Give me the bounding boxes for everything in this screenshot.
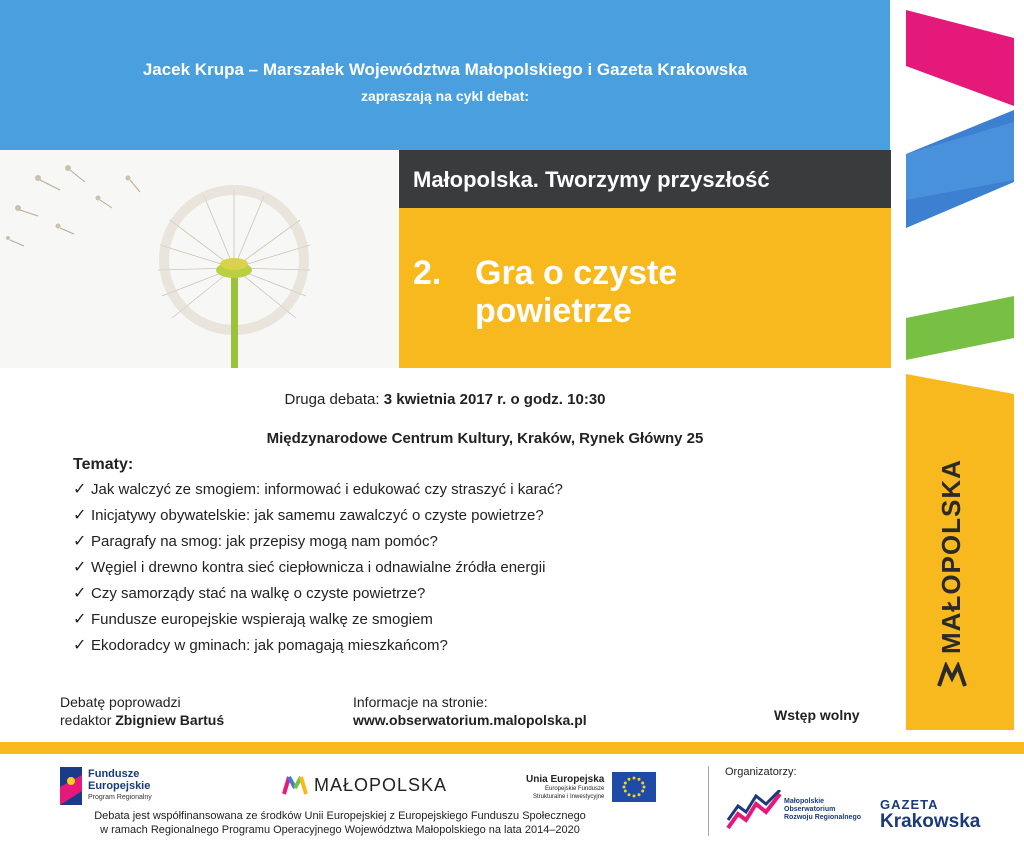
invitation-line: Jacek Krupa – Marszałek Województwa Małopolskiego i Gazeta Krakowska (142, 60, 748, 79)
ue-line3: Strukturalne i Inwestycyjne (532, 793, 605, 800)
debate-title: Gra o czyste powietrze (475, 254, 678, 330)
ue-line1: Unia Europejska (526, 773, 605, 785)
obs-line2: Obserwatorium (784, 806, 836, 813)
blue-stripe (906, 110, 1014, 228)
fe-line3: Program Regionalny (88, 794, 152, 801)
checkmark-icon: ✓ (73, 585, 87, 602)
list-item: ✓ Fundusze europejskie wspierają walkę ze smogiem (73, 607, 563, 633)
debate-venue: Międzynarodowe Centrum Kultury, Kraków, Rynek Główny 25 (266, 430, 704, 447)
topics-header: Tematy: (73, 456, 134, 473)
debate-title-box (399, 208, 891, 368)
organizers-label: Organizatorzy: (725, 766, 797, 778)
krakowska-word: Krakowska (880, 811, 981, 832)
malopolska-footer-logo (282, 774, 447, 796)
obs-line1: Małopolskie (784, 798, 825, 805)
series-title: Małopolska. Tworzymy przyszłość (413, 167, 770, 192)
header-band (0, 0, 890, 150)
obs-line3: Rozwoju Regionalnego (784, 814, 861, 821)
funding-note-line1: Debata jest współfinansowana ze środków Unii Europejskiej z Europejskiego Funduszu Społecznego (94, 810, 586, 822)
pink-stripe (906, 10, 1014, 106)
website-link[interactable]: www.obserwatorium.malopolska.pl (353, 712, 587, 728)
moderator-prefix: redaktor (60, 712, 116, 728)
footer-divider (0, 742, 1024, 754)
obserwatorium-chart-icon (726, 790, 782, 830)
date-value: 3 kwietnia 2017 r. o godz. 10:30 (383, 391, 606, 408)
topics-list (73, 477, 563, 659)
website-info (353, 693, 587, 729)
gazeta-krakowska-logo (880, 796, 980, 830)
fe-line2: Europejskie (88, 780, 151, 792)
obserwatorium-logo (726, 790, 861, 830)
list-item: ✓ Jak walczyć ze smogiem: informować i edukować czy straszyć i karać? (73, 477, 563, 503)
malopolska-footer-text: MAŁOPOLSKA (314, 774, 448, 795)
checkmark-icon: ✓ (73, 637, 87, 654)
gazeta-word: GAZETA (880, 797, 939, 812)
website-label: Informacje na stronie: (353, 694, 488, 710)
checkmark-icon: ✓ (73, 611, 87, 628)
checkmark-icon: ✓ (73, 507, 87, 524)
fe-flag-icon (60, 767, 82, 805)
free-entry: Wstęp wolny (774, 707, 860, 723)
malopolska-color-m-icon (282, 774, 308, 796)
list-item: ✓ Czy samorządy stać na walkę o czyste powietrze? (73, 581, 563, 607)
list-item: ✓ Inicjatywy obywatelskie: jak samemu zawalczyć o czyste powietrze? (73, 503, 563, 529)
series-title-bar (399, 150, 891, 208)
eu-logo (526, 772, 656, 802)
funding-note (60, 809, 620, 837)
checkmark-icon: ✓ (73, 533, 87, 550)
moderator-info (60, 693, 224, 729)
debate-number: 2. (413, 254, 442, 292)
invitation-subline: zapraszają na cykl debat: (360, 88, 530, 104)
moderator-label: Debatę poprowadzi (60, 694, 181, 710)
moderator-name: Zbigniew Bartuś (115, 712, 225, 728)
malopolska-m-icon (937, 662, 967, 688)
debate-date (0, 391, 890, 408)
list-item: ✓ Ekodoradcy w gminach: jak pomagają mieszkańcom? (73, 633, 563, 659)
checkmark-icon: ✓ (73, 559, 87, 576)
ue-line2: Europejskie Fundusze (544, 785, 605, 792)
list-item: ✓ Węgiel i drewno kontra sieć ciepłownicza i odnawialne źródła energii (73, 555, 563, 581)
funding-note-line2: w ramach Regionalnego Programu Operacyjnego Województwa Małopolskiego na lata 2014–2020 (100, 824, 580, 836)
side-logo-text: MAŁOPOLSKA (936, 459, 966, 654)
eu-flag-icon (612, 772, 656, 802)
dandelion-photo (0, 150, 398, 368)
topics-section (73, 456, 563, 659)
fe-line1: Fundusze (88, 768, 140, 780)
side-malopolska-logo (936, 459, 967, 690)
green-stripe (906, 296, 1014, 360)
fundusze-europejskie-logo (60, 767, 152, 805)
footer-vertical-divider (708, 766, 709, 836)
list-item: ✓ Paragrafy na smog: jak przepisy mogą nam pomóc? (73, 529, 563, 555)
date-label: Druga debata: (284, 391, 384, 408)
checkmark-icon: ✓ (73, 481, 87, 498)
